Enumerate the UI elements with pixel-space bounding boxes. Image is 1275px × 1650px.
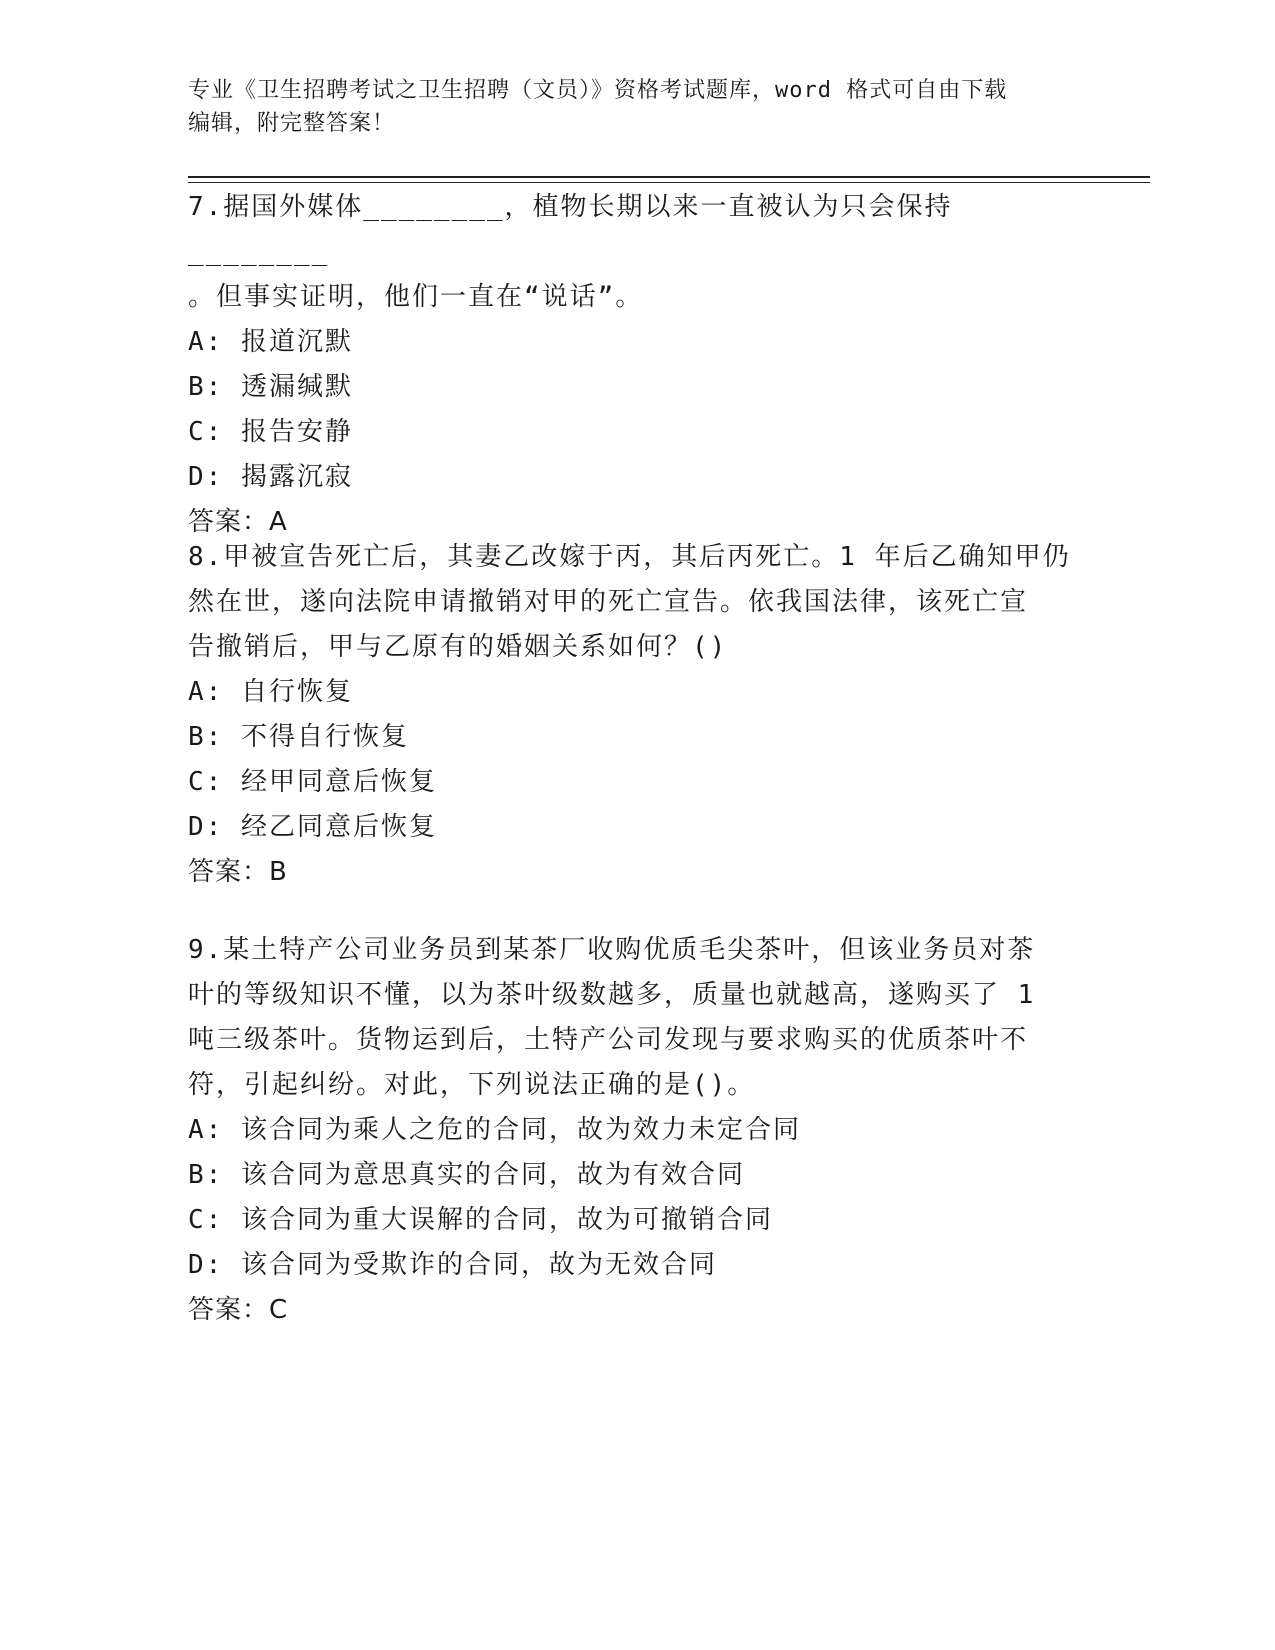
option-b: B: 透漏缄默 xyxy=(188,372,353,402)
option-a: A: 自行恢复 xyxy=(188,677,353,707)
question-stem-line: 8.甲被宣告死亡后，其妻乙改嫁于丙，其后丙死亡。1 年后乙确知甲仍 xyxy=(188,542,1071,572)
question-stem-line: 9.某土特产公司业务员到某茶厂收购优质毛尖茶叶，但该业务员对茶 xyxy=(188,935,1036,965)
answer-line: 答案：A xyxy=(188,507,288,537)
option-c: C: 报告安静 xyxy=(188,417,353,447)
option-c: C: 该合同为重大误解的合同，故为可撤销合同 xyxy=(188,1205,773,1235)
question-9 xyxy=(188,928,1088,1333)
answer-line: 答案：B xyxy=(188,857,288,887)
option-d: D: 该合同为受欺诈的合同，故为无效合同 xyxy=(188,1250,717,1280)
question-stem-line: 。但事实证明，他们一直在“说话”。 xyxy=(188,282,644,312)
option-a: A: 报道沉默 xyxy=(188,327,353,357)
question-7 xyxy=(188,185,1088,545)
answer-line: 答案：C xyxy=(188,1295,289,1325)
header-line-2: 编辑，附完整答案！ xyxy=(188,111,396,136)
option-c: C: 经甲同意后恢复 xyxy=(188,767,437,797)
document-header xyxy=(188,74,1088,140)
option-a: A: 该合同为乘人之危的合同，故为效力未定合同 xyxy=(188,1115,801,1145)
question-8 xyxy=(188,535,1088,895)
option-b: B: 该合同为意思真实的合同，故为有效合同 xyxy=(188,1160,745,1190)
header-divider-thick xyxy=(188,176,1150,178)
question-stem-line: 告撤销后，甲与乙原有的婚姻关系如何？() xyxy=(188,632,728,662)
question-stem-line: 叶的等级知识不懂，以为茶叶级数越多，质量也就越高，遂购买了 1 xyxy=(188,980,1036,1010)
question-stem-line: 然在世，遂向法院申请撤销对甲的死亡宣告。依我国法律，该死亡宣 xyxy=(188,587,1029,617)
question-stem-line: 吨三级茶叶。货物运到后，土特产公司发现与要求购买的优质茶叶不 xyxy=(188,1025,1029,1055)
header-line-1: 专业《卫生招聘考试之卫生招聘（文员）》资格考试题库，word 格式可自由下载 xyxy=(188,78,1008,103)
option-b: B: 不得自行恢复 xyxy=(188,722,409,752)
header-divider-thin xyxy=(188,182,1150,183)
option-d: D: 揭露沉寂 xyxy=(188,462,353,492)
question-stem-line: 符，引起纠纷。对此，下列说法正确的是()。 xyxy=(188,1070,756,1100)
question-stem-line: 7.据国外媒体________，植物长期以来一直被认为只会保持________ xyxy=(188,192,953,267)
option-d: D: 经乙同意后恢复 xyxy=(188,812,437,842)
